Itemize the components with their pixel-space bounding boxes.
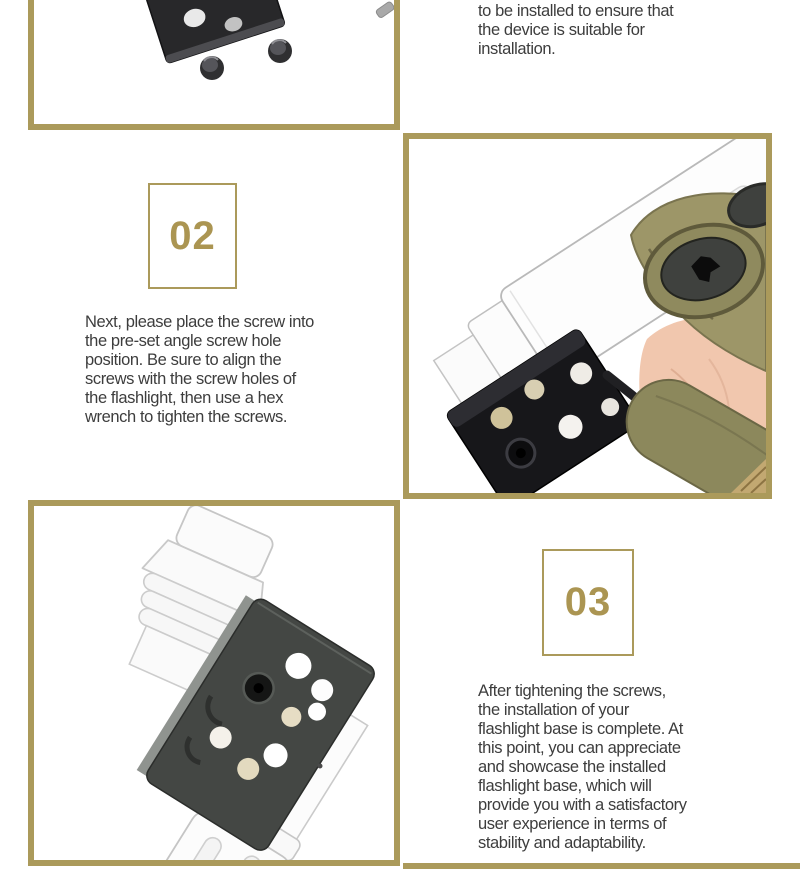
set-screw: [200, 56, 224, 80]
next-photo-top-border: [403, 863, 800, 869]
step02-number: 02: [169, 213, 216, 258]
step02-text-line: the flashlight, then use a hex: [85, 389, 284, 407]
step03-text-line: provide you with a satisfactory: [478, 796, 687, 814]
step01-text-line: the device is suitable for: [478, 21, 645, 39]
photo-installed-base: [28, 500, 400, 866]
photo-hand-with-hex-wrench: [403, 133, 772, 499]
photo-bracket-and-screws: [28, 0, 400, 130]
step03-number-box: [542, 549, 634, 656]
installed-base-illustration: [34, 506, 394, 860]
step03-text: [478, 682, 687, 853]
step02-text: [85, 313, 314, 427]
step01-text-line: to be installed to ensure that: [478, 2, 674, 20]
step03-text-line: user experience in terms of: [478, 815, 667, 833]
step03-text-line: flashlight base, which will: [478, 777, 652, 795]
step03-number: 03: [564, 580, 612, 624]
step03-text-line: After tightening the screws,: [478, 682, 666, 700]
step01-text-line: installation.: [478, 40, 556, 58]
step01-text: [478, 2, 673, 59]
step03-text-line: the installation of your: [478, 701, 629, 719]
step02-text-line: the pre-set angle screw hole: [85, 332, 282, 350]
set-screw: [268, 39, 292, 63]
step03-text-line: stability and adaptability.: [478, 834, 646, 852]
step03-text-line: and showcase the installed: [478, 758, 666, 776]
step02-text-line: screws with the screw holes of: [85, 370, 296, 388]
step02-number-box: [148, 183, 237, 289]
step03-text-line: flashlight base is complete. At: [478, 720, 683, 738]
step02-text-line: Next, please place the screw into: [85, 313, 314, 331]
bracket-and-screws-illustration: [34, 0, 394, 124]
dust-speck: [318, 764, 323, 769]
step03-text-line: this point, you can appreciate: [478, 739, 681, 757]
step02-text-line: wrench to tighten the screws.: [85, 408, 288, 426]
tightening-screws-illustration: [409, 139, 766, 493]
step02-text-line: position. Be sure to align the: [85, 351, 282, 369]
